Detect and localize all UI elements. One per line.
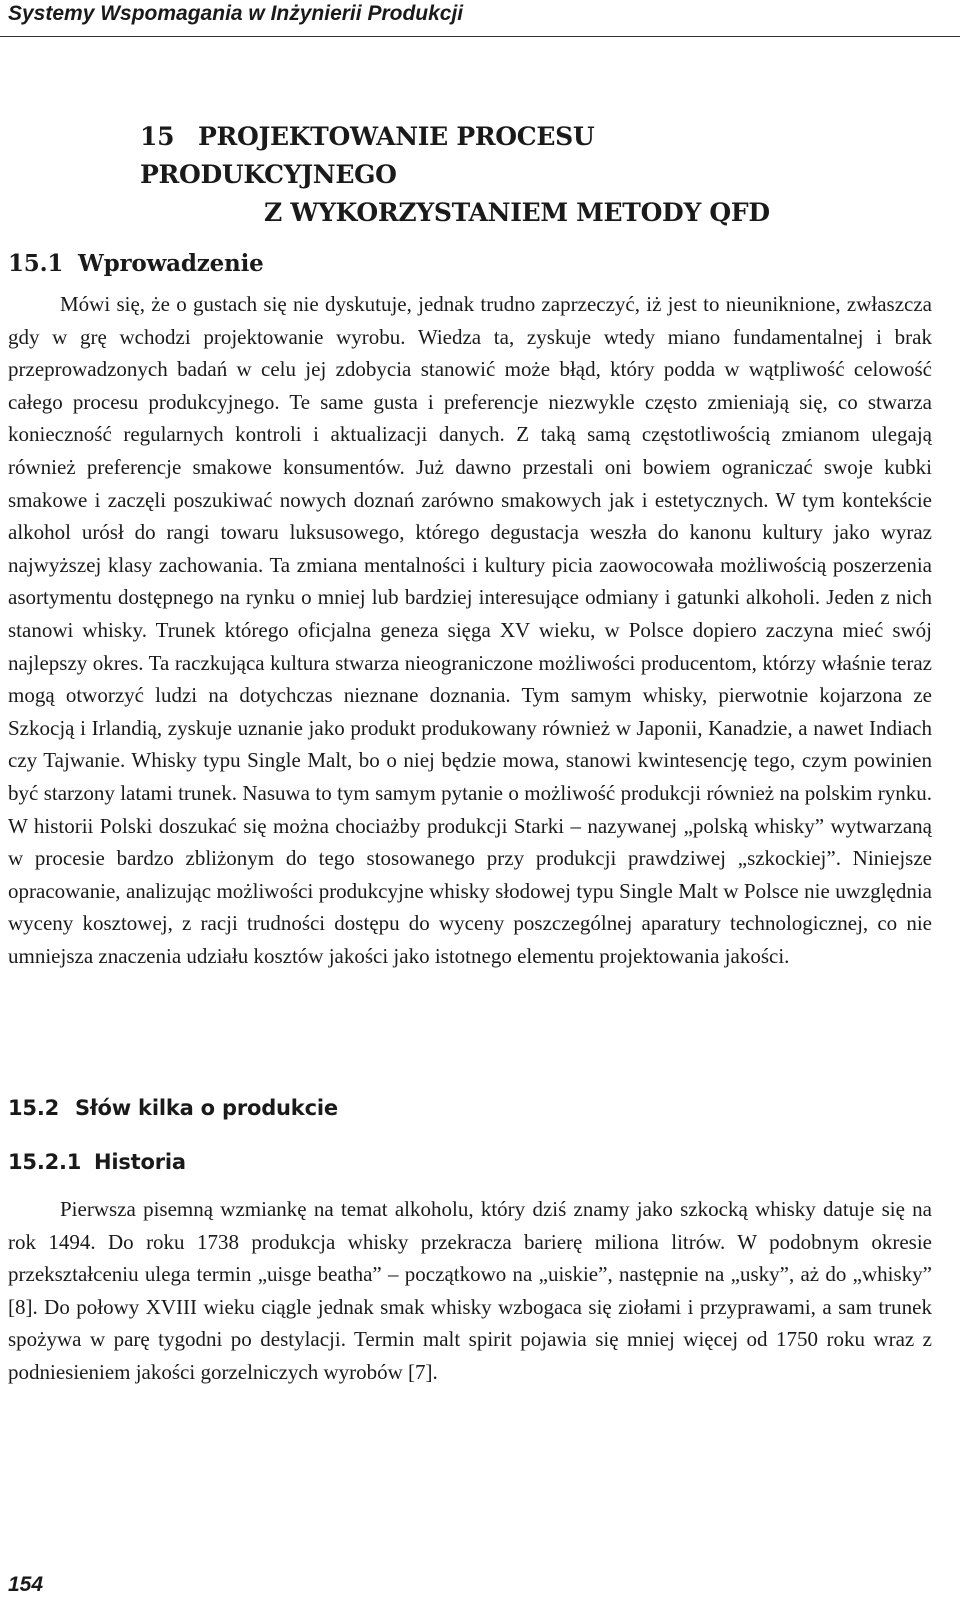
section-heading-intro	[8, 250, 264, 277]
paragraph-intro: Mówi się, że o gustach się nie dyskutuje, jednak trudno zaprzeczyć, iż jest to nieuniknione, zwłaszcza gdy w grę wchodzi projektowanie wyrobu. Wiedza ta, zyskuje wtedy miano fundamentalnej i brak przeprowadzonych badań w celu jej zdobycia stanowić może błąd, który podda w wątpliwość celowość całego procesu produkcyjnego. Te same gusta i preferencje niezwykle często zmieniają się, co stwarza konieczność regularnych kontroli i aktualizacji danych. Z taką samą częstotliwością zmianom ulegają również preferencje smakowe konsumentów. Już dawno przestali oni bowiem ograniczać swoje kubki smakowe i zaczęli poszukiwać nowych doznań zarówno smakowych jak i estetycznych. W tym kontekście alkohol urósł do rangi towaru luksusowego, którego degustacja weszła do kanonu kultury jako wyraz najwyższej klasy zachowania. Ta zmiana mentalności i kultury picia zaowocowała możliwością poszerzenia asortymentu dostępnego na rynku o mniej lub bardziej interesujące odmiany i gatunki alkoholi. Jeden z nich stanowi whisky. Trunek którego oficjalna geneza sięga XV wieku, w Polsce dopiero zaczyna mieć swój najlepszy okres. Ta raczkująca kultura stwarza nieograniczone możliwości producentom, którzy właśnie teraz mogą otworzyć ludzi na dotychczas nieznane doznania. Tym samym whisky, pierwotnie kojarzona ze Szkocją i Irlandią, zyskuje uznanie jako produkt produkowany również w Japonii, Kanadzie, a nawet Indiach czy Tajwanie. Whisky typu Single Malt, bo o niej będzie mowa, stanowi kwintesencję tego, czym powinien być starzony latami trunek. Nasuwa to tym samym pytanie o możliwość produkcji również na polskim rynku. W historii Polski doszukać się można chociażby produkcji Starki – nazywanej „polską whisky” wytwarzaną w procesie bardzo zbliżonym do tego stosowanego przy produkcji prawdziwej „szkockiej”. Niniejsze opracowanie, analizując możliwości produkcyjne whisky słodowej typu Single Malt w Polsce nie uwzględnia wyceny kosztowej, z racji trudności dostępu do wyceny poszczególnej aparatury technologicznej, co nie umniejsza znaczenia udziału kosztów jakości jako istotnego elementu projektowania jakości.	[8, 292, 932, 968]
subsection-number: 15.2.1	[8, 1150, 82, 1174]
section-number: 15.2	[8, 1096, 60, 1120]
paragraph-history: Pierwsza pisemną wzmiankę na temat alkoholu, który dziś znamy jako szkocką whisky datuje się na rok 1494. Do roku 1738 produkcja whisky przekracza barierę miliona litrów. W podobnym okresie przekształceniu ulega termin „uisge beatha” – początkowo na „uiskie”, następnie na „usky”, aż do „whisky” [8]. Do połowy XVIII wieku ciągle jednak smak whisky wzbogaca się ziołami i przyprawami, a sam trunek spożywa w parę tygodni po destylacji. Termin malt spirit pojawia się mniej więcej od 1750 roku wraz z podniesieniem jakości gorzelniczych wyrobów [7].	[8, 1197, 932, 1384]
section-heading-product	[8, 1096, 338, 1120]
section-title: Wprowadzenie	[78, 250, 264, 277]
section-number: 15.1	[8, 250, 64, 277]
section-title: Słów kilka o produkcie	[75, 1096, 338, 1120]
page-number: 154	[8, 1573, 44, 1596]
header-rule	[0, 36, 960, 37]
chapter-title-line2: Z WYKORZYSTANIEM METODY QFD	[264, 198, 770, 227]
running-header: Systemy Wspomagania w Inżynierii Produkcji	[8, 2, 464, 25]
subsection-title: Historia	[94, 1150, 186, 1174]
chapter-title	[140, 118, 820, 232]
chapter-title-line1: PROJEKTOWANIE PROCESU PRODUKCYJNEGO	[140, 122, 595, 189]
subsection-heading-history	[8, 1150, 186, 1174]
chapter-number: 15	[140, 122, 175, 151]
